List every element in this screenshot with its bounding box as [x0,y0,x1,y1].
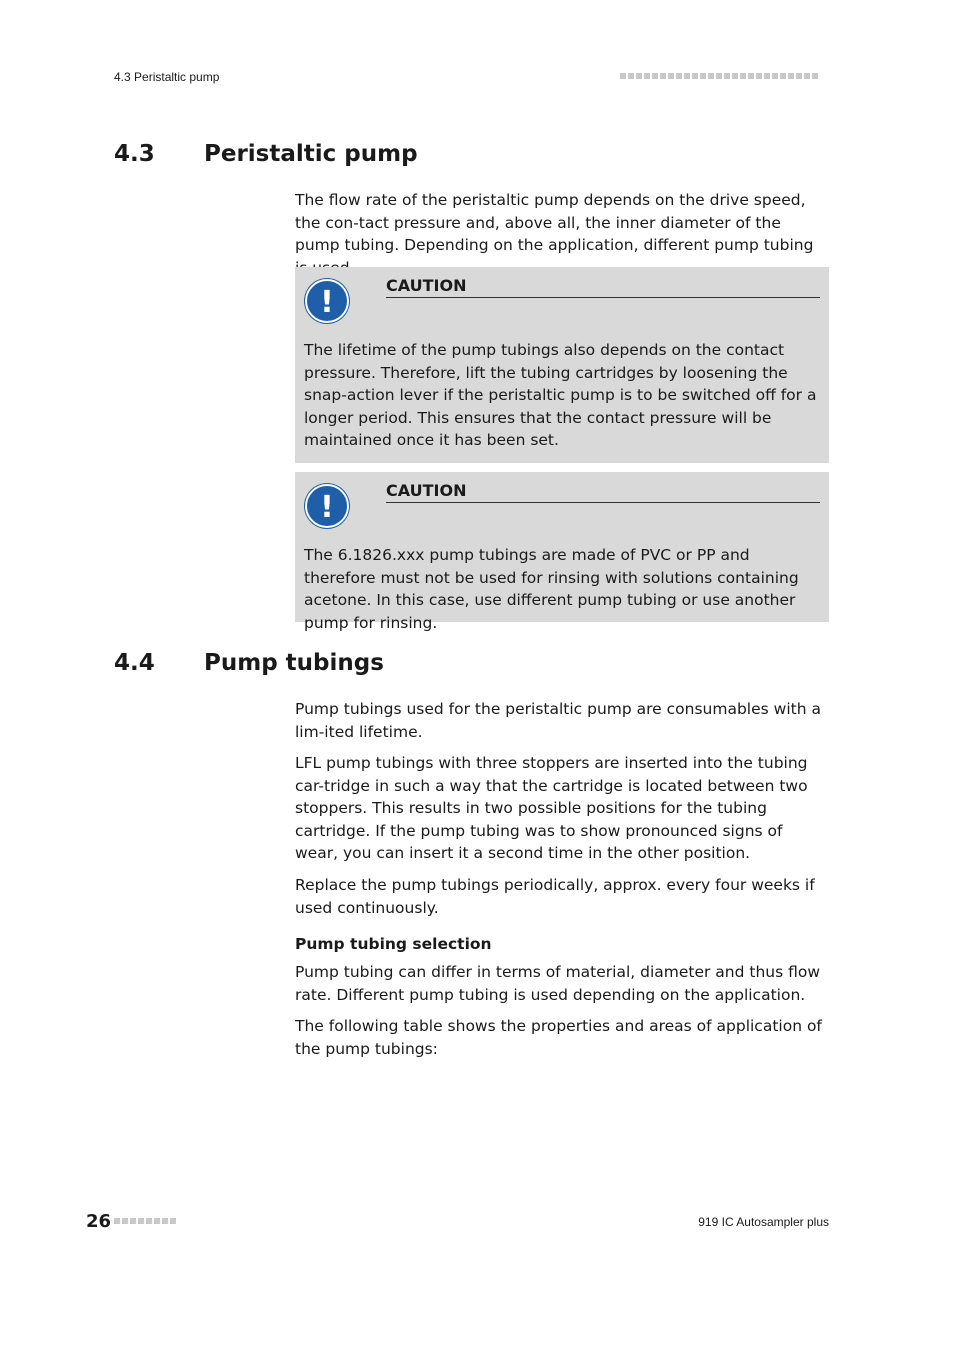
exclamation-icon: ! [305,279,349,323]
page-number: 26 [86,1211,112,1232]
section-number: 4.3 [114,141,155,167]
caution-text: The 6.1826.xxx pump tubings are made of PVC or PP and therefore must not be used for rinsing with solutions containing acetone. In this case, use different pump tubing or use another pump for rinsing. [304,546,799,632]
caution-text: The lifetime of the pump tubings also depends on the contact pressure. Therefore, lift the tubing cartridges by loosening the snap-action lever if the peristaltic pump is to be switched off for a longer period. This ensures that the contact pressure will be maintained once it has been set. [304,341,817,449]
caution-box-2 [295,472,829,632]
paragraph: LFL pump tubings with three stoppers are inserted into the tubing car-tridge in such a way that the cartridge is located between two stoppers. This results in two possible positions for the tubing cartridge. If the pump tubing was to show pronounced signs of wear, you can insert it a second time in the other position. [295,754,808,862]
section-heading-4-3 [114,141,418,167]
paragraph: The following table shows the properties and areas of application of the pump tubings: [295,1017,822,1058]
footer-decoration [114,1218,176,1224]
subheading: Pump tubing selection [295,935,492,953]
product-name: 919 IC Autosampler plus [698,1215,829,1229]
paragraph: Pump tubings used for the peristaltic pump are consumables with a lim-ited lifetime. [295,700,821,741]
section-number: 4.4 [114,650,155,676]
section-title: Pump tubings [204,650,384,676]
paragraph: Pump tubing can differ in terms of material, diameter and thus flow rate. Different pump tubing is used depending on the application. [295,963,821,1004]
section-heading-4-4 [114,650,384,676]
header-section-label: 4.3 Peristaltic pump [114,70,220,84]
section-title: Peristaltic pump [204,141,418,167]
exclamation-icon: ! [305,484,349,528]
caution-title: CAUTION [386,276,820,298]
caution-box-1 [295,267,829,463]
paragraph: Replace the pump tubings periodically, approx. every four weeks if used continuously. [295,876,815,917]
intro-paragraph: The flow rate of the peristaltic pump depends on the drive speed, the con-tact pressure and, above all, the inner diameter of the pump tubing. Depending on the application, different pump tubing [295,191,814,254]
caution-title: CAUTION [386,481,820,503]
header-decoration [620,73,818,79]
